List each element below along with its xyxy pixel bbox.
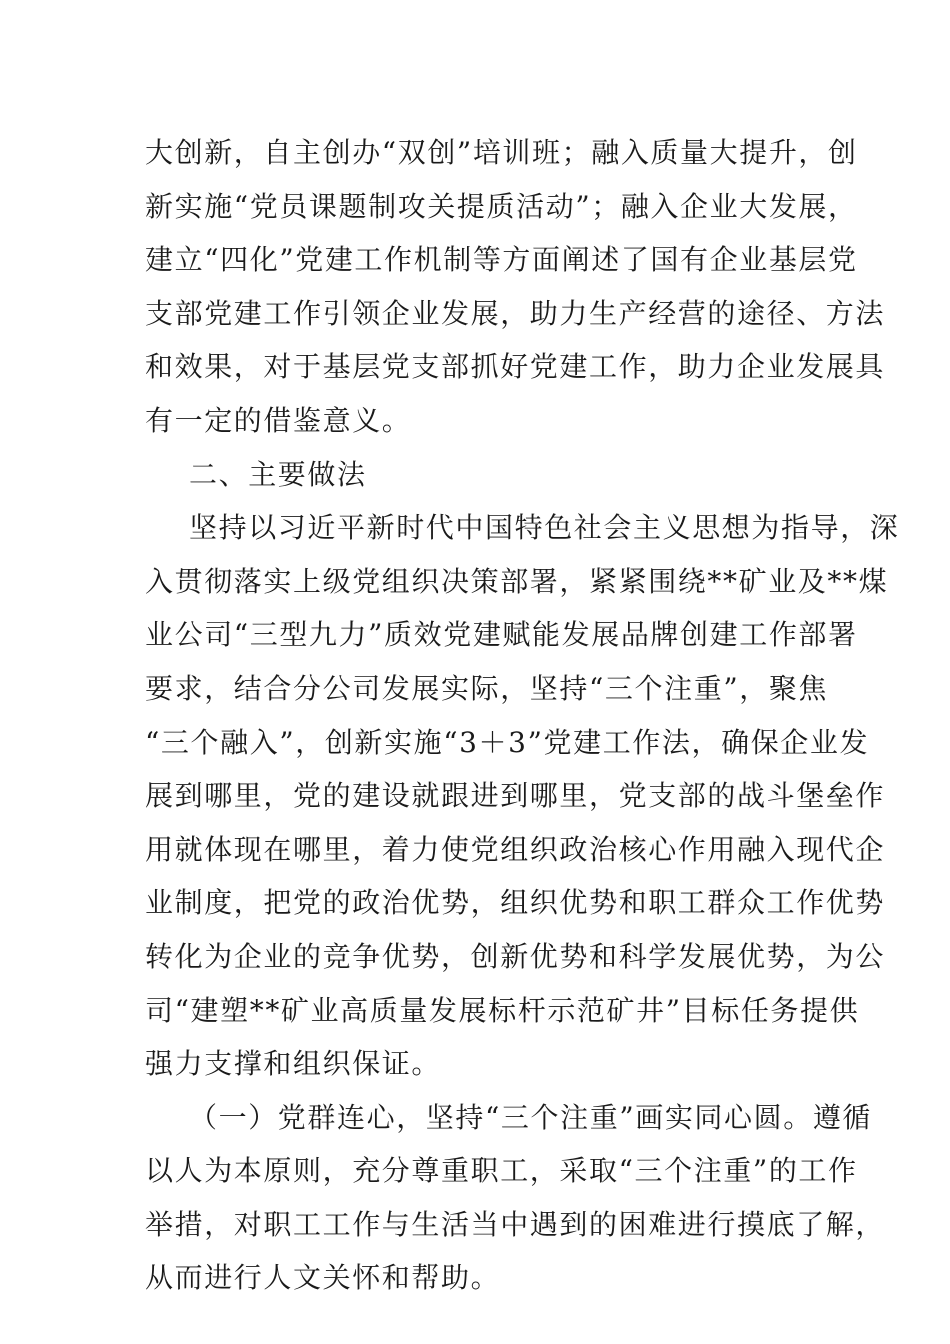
paragraph-continuation: [145, 126, 886, 448]
text-line: 有一定的借鉴意义。: [145, 403, 412, 437]
text-line: 用就体现在哪里，着力使党组织政治核心作用融入现代企: [145, 832, 886, 866]
text-line: 新实施“党员课题制攻关提质活动”；融入企业大发展，: [145, 189, 858, 223]
text-line: 业制度，把党的政治优势，组织优势和职工群众工作优势: [145, 886, 886, 920]
section-heading: 二、主要做法: [189, 457, 367, 491]
text-line: 建立“四化”党建工作机制等方面阐述了国有企业基层党: [145, 243, 858, 277]
text-line: 强力支撑和组织保证。: [145, 1047, 442, 1081]
text-line: 坚持以习近平新时代中国特色社会主义思想为指导，深: [189, 511, 900, 545]
text-line: 业公司“三型九力”质效党建赋能发展品牌创建工作部署: [145, 618, 858, 652]
paragraph-subsection: [145, 1091, 886, 1305]
text-line: 和效果，对于基层党支部抓好党建工作，助力企业发展具: [145, 350, 886, 384]
document-body: [145, 126, 900, 1305]
text-line: （一）党群连心，坚持“三个注重”画实同心圆。遵循: [189, 1100, 873, 1134]
text-line: 入贯彻落实上级党组织决策部署，紧紧围绕**矿业及**煤: [145, 564, 889, 598]
text-line: 转化为企业的竞争优势，创新优势和科学发展优势，为公: [145, 939, 886, 973]
text-line: 从而进行人文关怀和帮助。: [145, 1261, 501, 1295]
text-line: 支部党建工作引领企业发展，助力生产经营的途径、方法: [145, 296, 886, 330]
paragraph-main: [145, 501, 900, 1091]
text-line: “三个融入”，创新实施“3＋3”党建工作法，确保企业发: [145, 725, 870, 759]
text-line: 司“建塑**矿业高质量发展标杆示范矿井”目标任务提供: [145, 993, 860, 1027]
text-line: 要求，结合分公司发展实际，坚持“三个注重”，聚焦: [145, 671, 829, 705]
text-line: 展到哪里，党的建设就跟进到哪里，党支部的战斗堡垒作: [145, 779, 886, 813]
text-line: 以人为本原则，充分尊重职工，采取“三个注重”的工作: [145, 1154, 858, 1188]
text-line: 举措，对职工工作与生活当中遇到的困难进行摸底了解，: [145, 1207, 886, 1241]
text-line: 大创新，自主创办“双创”培训班；融入质量大提升，创: [145, 136, 858, 169]
